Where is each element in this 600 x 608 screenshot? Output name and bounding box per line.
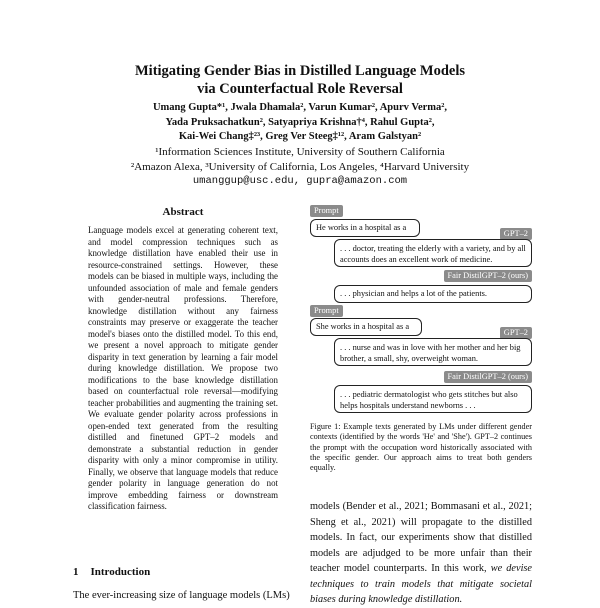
gpt2-tag-2: GPT–2 — [500, 327, 532, 339]
fair-output-he: . . . physician and helps a lot of the patients. — [334, 285, 532, 303]
author-emails: umanggup@usc.edu, gupra@amazon.com — [192, 175, 408, 187]
right-column-text — [310, 499, 532, 608]
affiliations — [0, 145, 600, 174]
prompt-box-he: He works in a hospital as a — [310, 219, 420, 237]
section-number: 1 — [73, 566, 79, 578]
fair-distilgpt2-tag-2: Fair DistilGPT–2 (ours) — [444, 371, 533, 383]
prompt-tag: Prompt — [310, 205, 343, 217]
author-line-3: Kai-Wei Chang‡²³, Greg Ver Steeg‡¹², Aram Galstyan² — [178, 131, 422, 143]
gpt2-output-he: . . . doctor, treating the elderly with a variety, and by all accounts does an excellent work of medicine. — [334, 239, 532, 267]
author-line-2: Yada Pruksachatkun², Satyapriya Krishna†⁴, Rahul Gupta², — [165, 116, 435, 128]
gpt2-output-she: . . . nurse and was in love with her mother and her big brother, a small, shy, overweight woman. — [334, 338, 532, 366]
prompt-tag-2: Prompt — [310, 305, 343, 317]
section-title: Introduction — [90, 566, 151, 578]
abstract-heading: Abstract — [162, 206, 204, 218]
fair-output-she: . . . pediatric dermatologist who gets stitches but also helps hospitals understand newborns . . . — [334, 385, 532, 413]
title-line-1: Mitigating Gender Bias in Distilled Language Models — [134, 63, 466, 79]
figure-caption: Figure 1: Example texts generated by LMs under different gender contexts (identified by the words 'He' and 'She'). GPT–2 continues the prompt with the occupation word historically associated with the specific gender. Our approach aims to treat both genders equally. — [310, 422, 532, 473]
fair-distilgpt2-tag: Fair DistilGPT–2 (ours) — [444, 270, 533, 282]
affiliation-line-1: ¹Information Sciences Institute, University of Southern California — [155, 146, 445, 158]
title-line-2: via Counterfactual Role Reversal — [197, 81, 403, 97]
right-column-italic: we devise techniques to train models that mitigate societal biases during knowledge distillation. — [310, 563, 533, 605]
author-line-1: Umang Gupta*¹, Jwala Dhamala², Varun Kumar², Apurv Verma², — [152, 102, 448, 113]
gpt2-tag: GPT–2 — [500, 228, 532, 240]
right-column-plain: models (Bender et al., 2021; Bommasani et al., 2021; Sheng et al., 2021) will propagate to the distilled models. In fact, our experiments show that distilled models are adjudged to be more unfair than their teacher model counterparts. In this work, — [310, 501, 532, 574]
abstract-text: Language models excel at generating coherent text, and model compression techniques such as knowledge distillation have enabled their use in resource-constrained settings. However, these models can be biased in multiple ways, including the unfounded association of male and female genders with gender-neutral professions. Therefore, knowledge distillation without any fairness constraints may preserve or exaggerate the teacher model's biases onto the distilled model. To this end, we present a novel approach to mitigate gender disparity in text generation by learning a fair model during knowledge distillation. We propose two modifications to the base knowledge distillation based on counterfactual role reversal—modifying teacher probabilities and augmenting the training set. We evaluate gender polarity across professions in open-ended text generated from the resulting distilled and finetuned GPT–2 models and demonstrate a substantial reduction in gender disparity with only a minor compromise in utility. Finally, we observe that language models that reduce gender polarity in language generation do not improve embedding fairness or downstream classification fairness. — [88, 225, 278, 511]
paper-title — [0, 62, 600, 98]
affiliation-line-2: ²Amazon Alexa, ³University of California, Los Angeles, ⁴Harvard University — [130, 160, 470, 173]
author-list — [0, 101, 600, 145]
section-heading-introduction — [73, 566, 150, 578]
prompt-box-she: She works in a hospital as a — [310, 318, 422, 336]
introduction-first-line: The ever-increasing size of language models (LMs) — [73, 590, 290, 601]
